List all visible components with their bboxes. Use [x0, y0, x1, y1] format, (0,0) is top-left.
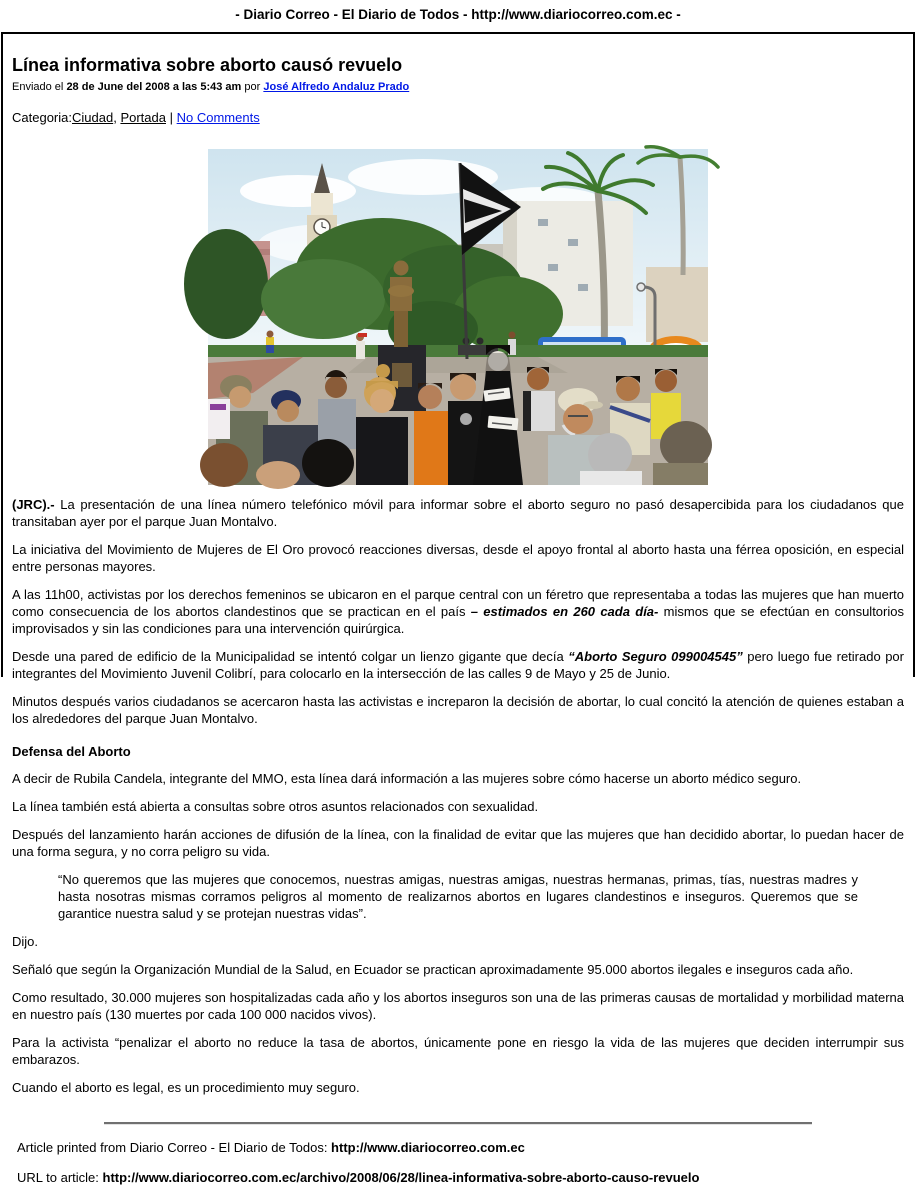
- url-to-article-line: [17, 1170, 899, 1185]
- category-separator-pipe: |: [169, 110, 173, 125]
- article-paragraph: La línea también está abierta a consultas sobre otros asuntos relacionados con sexualidad.: [12, 799, 539, 814]
- footer-divider: [104, 1122, 812, 1125]
- byline-date: 28 de June del 2008 a las 5:43 am: [66, 81, 242, 93]
- category-bar: [10, 110, 906, 125]
- article-photo: [208, 149, 708, 485]
- article-paragraph: A las 11h00, activistas por los derechos femeninos se ubicaron en el parque central con un féretro que representaba a todas las mujeres que han muerto como consecuencia de los abortos clandestinos que se practican en el país – estimados en 260 cada día- mismos que se efectúan en consultorios improvisados y sin las condiciones para una intervención quirúrgica.: [12, 587, 904, 636]
- article-paragraph: Para la activista “penalizar el aborto no reduce la tasa de abortos, únicamente pone en riesgo la vida de las mujeres que deciden interrumpir sus embarazos.: [12, 1035, 904, 1067]
- article-paragraph: Desde una pared de edificio de la Municipalidad se intentó colgar un lienzo gigante que decía “Aborto Seguro 099004545” pero luego fue retirado por integrantes del Movimiento Juvenil Colibrí, para colocarlo en la intersección de las calles 9 de Mayo y 25 de Junio.: [12, 649, 904, 681]
- printed-from-label: Article printed from Diario Correo - El Diario de Todos:: [17, 1140, 332, 1155]
- byline: [10, 81, 906, 93]
- article-paragraph: Como resultado, 30.000 mujeres son hospitalizadas cada año y los abortos inseguros son una de las primeras causas de mortalidad y morbilidad materna en nuestro país (130 muertes por cada 100 000 nacidos vivos).: [12, 990, 904, 1022]
- article-title: Línea informativa sobre aborto causó revuelo: [12, 55, 403, 75]
- category-link-portada[interactable]: Portada: [120, 110, 166, 125]
- byline-by-label: por: [244, 81, 261, 93]
- article-paragraph: Minutos después varios ciudadanos se acercaron hasta las activistas e increparon la decisión de abortar, lo cual concitó la atención de quienes estaban a los alrededores del parque Juan Montalvo.: [12, 694, 904, 726]
- article-paragraph: A decir de Rubila Candela, integrante del MMO, esta línea dará información a las mujeres sobre cómo hacerse un aborto médico seguro.: [12, 771, 802, 786]
- article-body: [10, 496, 906, 1096]
- author-link[interactable]: José Alfredo Andaluz Prado: [263, 81, 410, 93]
- article-box: [0, 32, 916, 1185]
- printed-from-line: [17, 1140, 899, 1155]
- article-paragraph: Cuando el aborto es legal, es un procedimiento muy seguro.: [12, 1080, 360, 1095]
- category-label: Categoria:: [12, 110, 72, 125]
- url-to-article-url: http://www.diariocorreo.com.ec/archivo/2008/06/28/linea-informativa-sobre-aborto-causo-revuelo: [102, 1170, 700, 1185]
- printed-from-url: http://www.diariocorreo.com.ec: [331, 1140, 525, 1155]
- article-paragraph: La iniciativa del Movimiento de Mujeres de El Oro provocó reacciones diversas, desde el apoyo frontal al aborto hasta una férrea oposición, en especial entre personas mayores.: [12, 542, 904, 574]
- no-comments-link[interactable]: No Comments: [176, 110, 260, 125]
- category-link-ciudad[interactable]: Ciudad: [71, 110, 114, 125]
- section-heading: Defensa del Aborto: [12, 744, 131, 759]
- article-blockquote: “No queremos que las mujeres que conocemos, nuestras amigas, nuestras amigas, nuestras hermanas, primas, tías, nuestras madres y hasta nosotras mismas corramos peligros al momento de realizarnos abortos en lugares clandestinos e inseguros. Queremos que se garantice nuestra salud y se protejan nuestras vidas”.: [58, 872, 858, 921]
- print-footer: [10, 1140, 906, 1185]
- photo-container: [10, 149, 906, 485]
- site-header: - Diario Correo - El Diario de Todos - http://www.diariocorreo.com.ec -: [235, 7, 681, 22]
- url-to-article-label: URL to article:: [17, 1170, 103, 1185]
- article-paragraph: Después del lanzamiento harán acciones de difusión de la línea, con la finalidad de evitar que las mujeres que han decidido abortar, lo puedan hacer de una forma segura, y no corra peligro su vida.: [12, 827, 904, 859]
- article-paragraph: Dijo.: [12, 934, 39, 949]
- article-paragraph: (JRC).- La presentación de una línea número telefónico móvil para informar sobre el aborto seguro no pasó desapercibida para los ciudadanos que transitaban ayer por el parque Juan Montalvo.: [12, 497, 905, 529]
- byline-sent-label: Enviado el: [12, 81, 64, 93]
- article-paragraph: Señaló que según la Organización Mundial de la Salud, en Ecuador se practican aproximadamente 95.000 abortos ilegales e inseguros cada año.: [12, 962, 854, 977]
- category-separator-comma: ,: [113, 110, 117, 125]
